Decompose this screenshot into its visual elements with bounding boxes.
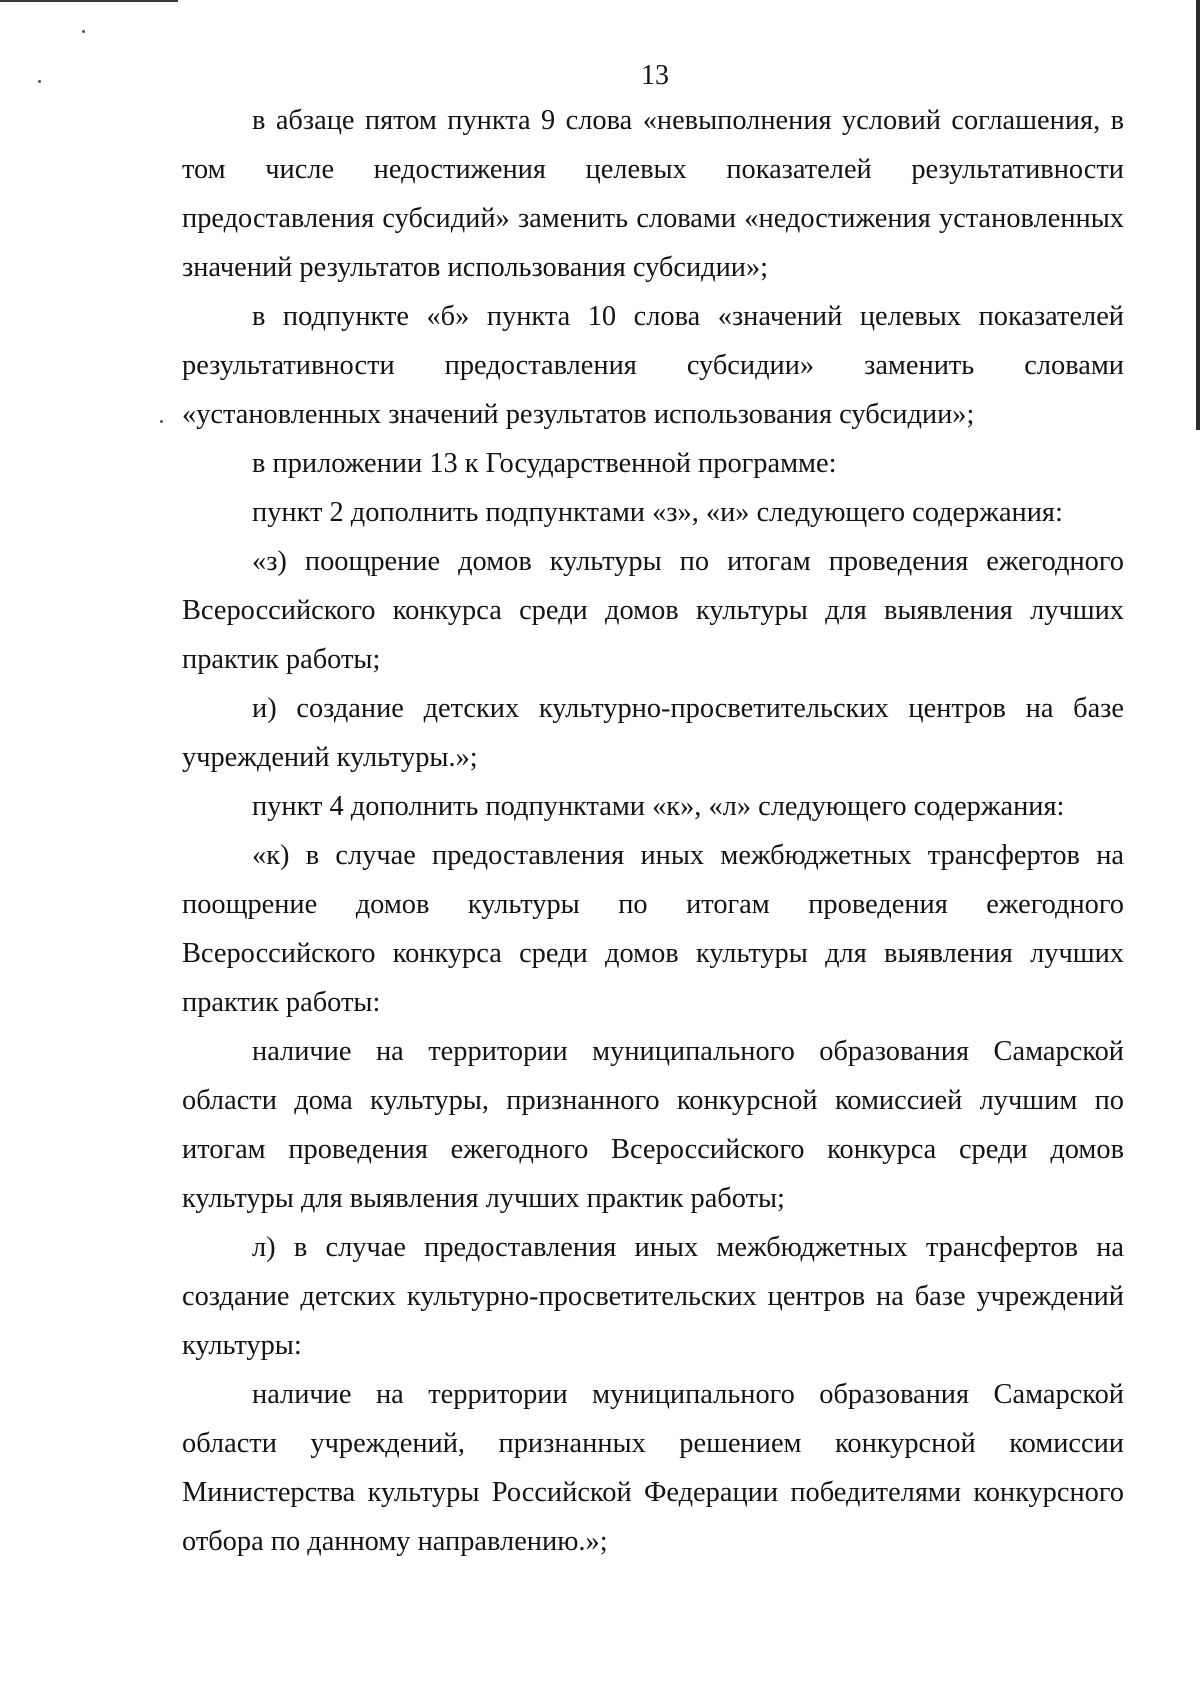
paragraph: «к) в случае предоставления иных межбюджетных трансфертов на поощрение домов культуры по итогам проведения ежегодного Всероссийского конкурса среди домов культуры для выявления лучших практик работы: <box>182 840 1124 1018</box>
scan-speck <box>82 30 85 33</box>
page-number: 13 <box>641 60 669 91</box>
paragraph: пункт 4 дополнить подпунктами «к», «л» следующего содержания: <box>252 791 1065 822</box>
scan-edge-top <box>0 0 178 2</box>
paragraph: в приложении 13 к Государственной программе: <box>252 448 837 479</box>
paragraph: «з) поощрение домов культуры по итогам проведения ежегодного Всероссийского конкурса среди домов культуры для выявления лучших практик работы; <box>182 546 1124 675</box>
paragraph: наличие на территории муниципального образования Самарской области дома культуры, признанного конкурсной комиссией лучшим по итогам проведения ежегодного Всероссийского конкурса среди домов культуры для выявления лучших практик работы; <box>182 1036 1124 1214</box>
document-body <box>182 96 1124 1566</box>
scan-speck <box>160 420 163 423</box>
paragraph: пункт 2 дополнить подпунктами «з», «и» следующего содержания: <box>252 497 1063 528</box>
paragraph: наличие на территории муниципального образования Самарской области учреждений, признанных решением конкурсной комиссии Министерства культуры Российской Федерации победителями конкурсного отбора по данному направлению.»; <box>182 1379 1124 1557</box>
paragraph: л) в случае предоставления иных межбюджетных трансфертов на создание детских культурно-просветительских центров на базе учреждений культуры: <box>182 1232 1124 1361</box>
paragraph: и) создание детских культурно-просветительских центров на базе учреждений культуры.»; <box>182 693 1124 773</box>
paragraph: в подпункте «б» пункта 10 слова «значений целевых показателей результативности предоставления субсидии» заменить словами «установленных значений результатов использования субсидии»; <box>182 301 1124 430</box>
paragraph: в абзаце пятом пункта 9 слова «невыполнения условий соглашения, в том числе недостижения целевых показателей результативности предоставления субсидий» заменить словами «недостижения установленных значений результатов использования субсидии»; <box>182 105 1124 283</box>
